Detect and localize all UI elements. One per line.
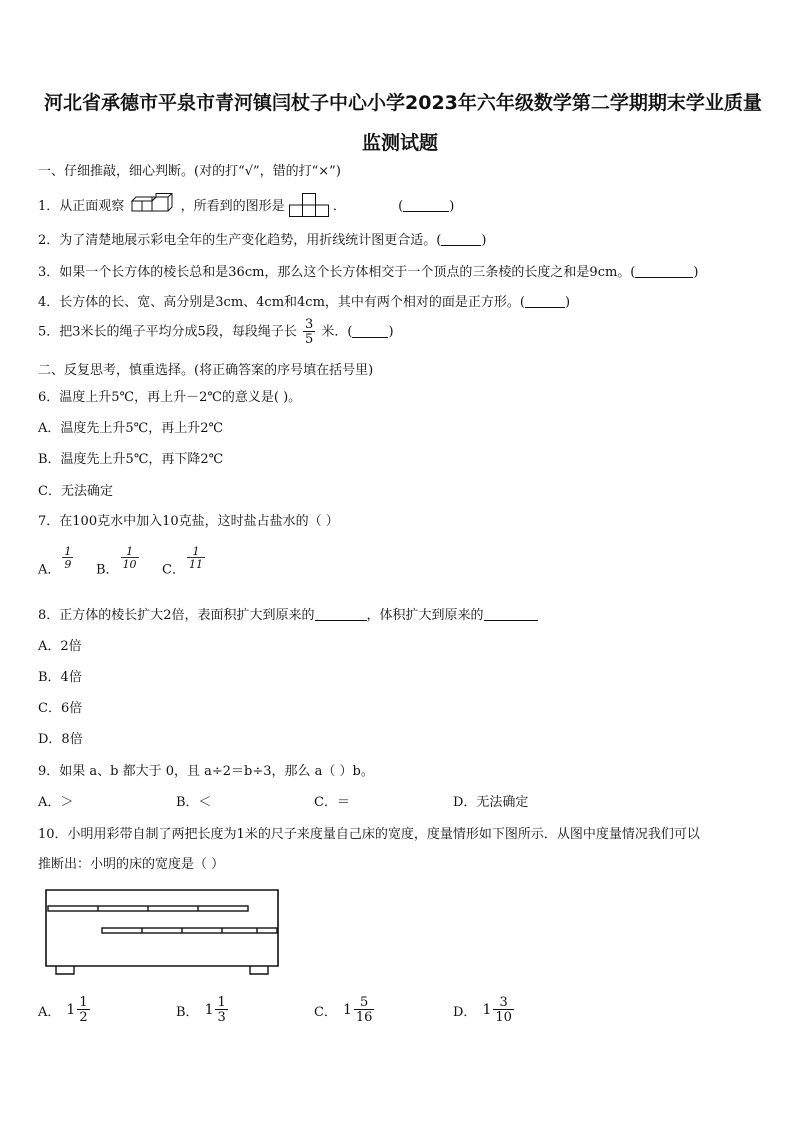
q3-text: 3．如果一个长方体的棱长总和是36cm，那么这个长方体相交于一个顶点的三条棱的长度之和是9cm。( <box>38 265 636 280</box>
q9-option-d[interactable]: D．无法确定 <box>453 795 529 810</box>
q10-option-a[interactable] <box>38 996 92 1024</box>
q10-option-c-whole: 1 <box>342 1002 352 1018</box>
q10-option-d-num: 3 <box>499 995 508 1010</box>
q7-option-b-label: B． <box>96 562 119 578</box>
q10-option-c-num: 5 <box>360 995 369 1010</box>
q10-option-c-fraction <box>354 996 375 1024</box>
q10-option-b-fraction <box>215 996 227 1024</box>
q10-option-c[interactable] <box>314 996 376 1024</box>
q10-option-a-den: 2 <box>79 1010 88 1025</box>
q7-option-c-fraction <box>187 546 205 570</box>
q8-option-d[interactable]: D．8倍 <box>38 732 83 747</box>
q10-option-c-label: C． <box>314 1004 337 1020</box>
q6-option-a[interactable]: A．温度先上升5℃，再上升2℃ <box>38 421 224 436</box>
q10-option-a-fraction <box>77 996 89 1024</box>
q7-option-c-den: 11 <box>188 558 203 571</box>
q9-option-c[interactable]: C．＝ <box>314 795 350 810</box>
q10-option-b-whole: 1 <box>204 1002 214 1018</box>
q10-option-d-label: D． <box>453 1004 477 1020</box>
q3-paren-close: ) <box>693 265 699 280</box>
q5-text-post: 米．( <box>321 324 353 340</box>
question-10-line1: 10．小明用彩带自制了两把长度为1米的尺子来度量自己床的宽度，度量情形如下图所示．从图中度量情况我们可以 <box>38 827 700 842</box>
q7-option-b-num: 1 <box>126 545 134 558</box>
q5-paren-close: ) <box>388 324 394 340</box>
q3-answer-blank[interactable] <box>635 264 693 278</box>
q4-text: 4．长方体的长、宽、高分别是3cm、4cm和4cm，其中有两个相对的面是正方形。( <box>38 295 525 310</box>
q1-answer-paren-close: ) <box>449 199 455 214</box>
q4-paren-close: ) <box>564 295 571 310</box>
question-10-line2: 推断出：小明的床的宽度是（ ） <box>38 857 225 872</box>
q6-option-c[interactable]: C．无法确定 <box>38 484 113 499</box>
q10-option-c-den: 16 <box>355 1010 373 1025</box>
q10-option-a-label: A． <box>38 1004 61 1020</box>
q7-option-b[interactable] <box>96 546 141 578</box>
q10-option-b-num: 1 <box>217 995 226 1010</box>
q8-stem-a: 8．正方体的棱长扩大2倍，表面积扩大到原来的 <box>38 608 315 623</box>
q7-option-a-den: 9 <box>64 558 72 571</box>
q1-text-pre: 1．从正面观察 <box>38 199 125 214</box>
q8-option-a[interactable]: A．2倍 <box>38 639 82 654</box>
q10-option-a-num: 1 <box>79 995 88 1010</box>
q8-blank-2[interactable] <box>484 607 538 621</box>
q8-option-b[interactable]: B．4倍 <box>38 670 82 685</box>
question-3 <box>38 261 698 280</box>
q7-option-b-den: 10 <box>122 558 137 571</box>
question-8-stem <box>38 604 538 623</box>
q1-answer-blank[interactable] <box>403 198 449 212</box>
q10-option-b-label: B． <box>176 1004 199 1020</box>
bed-measurement-figure <box>42 886 282 976</box>
q7-option-c-num: 1 <box>192 545 200 558</box>
q7-option-c-label: C． <box>162 562 185 578</box>
q5-fraction-den: 5 <box>304 332 314 347</box>
q2-answer-blank[interactable] <box>441 232 481 246</box>
q7-option-a-fraction <box>62 546 73 570</box>
q1-answer-paren-open: ( <box>398 199 404 214</box>
question-6-stem: 6．温度上升5℃，再上升－2℃的意义是( )。 <box>38 390 302 405</box>
page-title-line2: 监测试题 <box>362 132 439 154</box>
q7-option-b-fraction <box>121 546 139 570</box>
q6-option-b[interactable]: B．温度先上升5℃，再下降2℃ <box>38 452 224 467</box>
q7-option-a[interactable] <box>38 546 75 578</box>
question-1 <box>38 193 454 217</box>
q5-fraction-num: 3 <box>304 317 314 332</box>
q4-answer-blank[interactable] <box>525 294 565 308</box>
q10-option-b[interactable] <box>176 996 230 1024</box>
q5-fraction <box>303 318 315 346</box>
q10-option-a-whole: 1 <box>66 1002 76 1018</box>
q8-option-c[interactable]: C．6倍 <box>38 701 83 716</box>
q10-option-d[interactable] <box>453 996 516 1024</box>
question-2 <box>38 229 486 248</box>
q2-text: 2．为了清楚地展示彩电全年的生产变化趋势，用折线统计图更合适。( <box>38 233 442 248</box>
q2-paren-close: ) <box>481 233 487 248</box>
section2-heading: 二、反复思考，慎重选择。(将正确答案的序号填在括号里) <box>38 363 374 378</box>
q5-answer-blank[interactable] <box>352 324 388 338</box>
q9-option-a[interactable]: A．＞ <box>38 795 74 810</box>
q10-option-d-whole: 1 <box>482 1002 492 1018</box>
q5-text-pre: 5．把3米长的绳子平均分成5段，每段绳子长 <box>38 324 297 340</box>
q10-option-a-content <box>38 996 92 1024</box>
q7-option-a-label: A． <box>38 562 61 578</box>
question-7-stem: 7．在100克水中加入10克盐，这时盐占盐水的（ ） <box>38 514 339 529</box>
question-4 <box>38 291 570 310</box>
q10-option-d-content <box>453 996 516 1024</box>
q8-blank-1[interactable] <box>315 607 367 621</box>
q10-option-b-content <box>176 996 230 1024</box>
question-9-stem: 9．如果 a、b 都大于 0，且 a÷2＝b÷3，那么 a（ ）b。 <box>38 764 374 779</box>
page-title-line1: 河北省承德市平泉市青河镇闫杖子中心小学2023年六年级数学第二学期期末学业质量 <box>44 92 762 114</box>
q9-option-b[interactable]: B．＜ <box>176 795 212 810</box>
cuboid-figure <box>128 193 176 215</box>
q10-option-d-fraction <box>493 996 514 1024</box>
q10-option-c-content <box>314 996 376 1024</box>
q8-stem-b: ，体积扩大到原来的 <box>366 608 484 623</box>
front-view-figure <box>289 193 329 217</box>
q10-option-d-den: 10 <box>495 1010 512 1025</box>
q1-text-mid: ，所看到的图形是 <box>180 199 285 214</box>
q7-option-c[interactable] <box>162 546 207 578</box>
q1-text-post: ． <box>332 199 346 214</box>
question-5 <box>38 318 394 346</box>
q10-option-b-den: 3 <box>217 1010 226 1025</box>
section1-heading: 一、仔细推敲，细心判断。(对的打“√”，错的打“×”) <box>38 164 341 179</box>
q7-option-a-num: 1 <box>64 545 72 558</box>
